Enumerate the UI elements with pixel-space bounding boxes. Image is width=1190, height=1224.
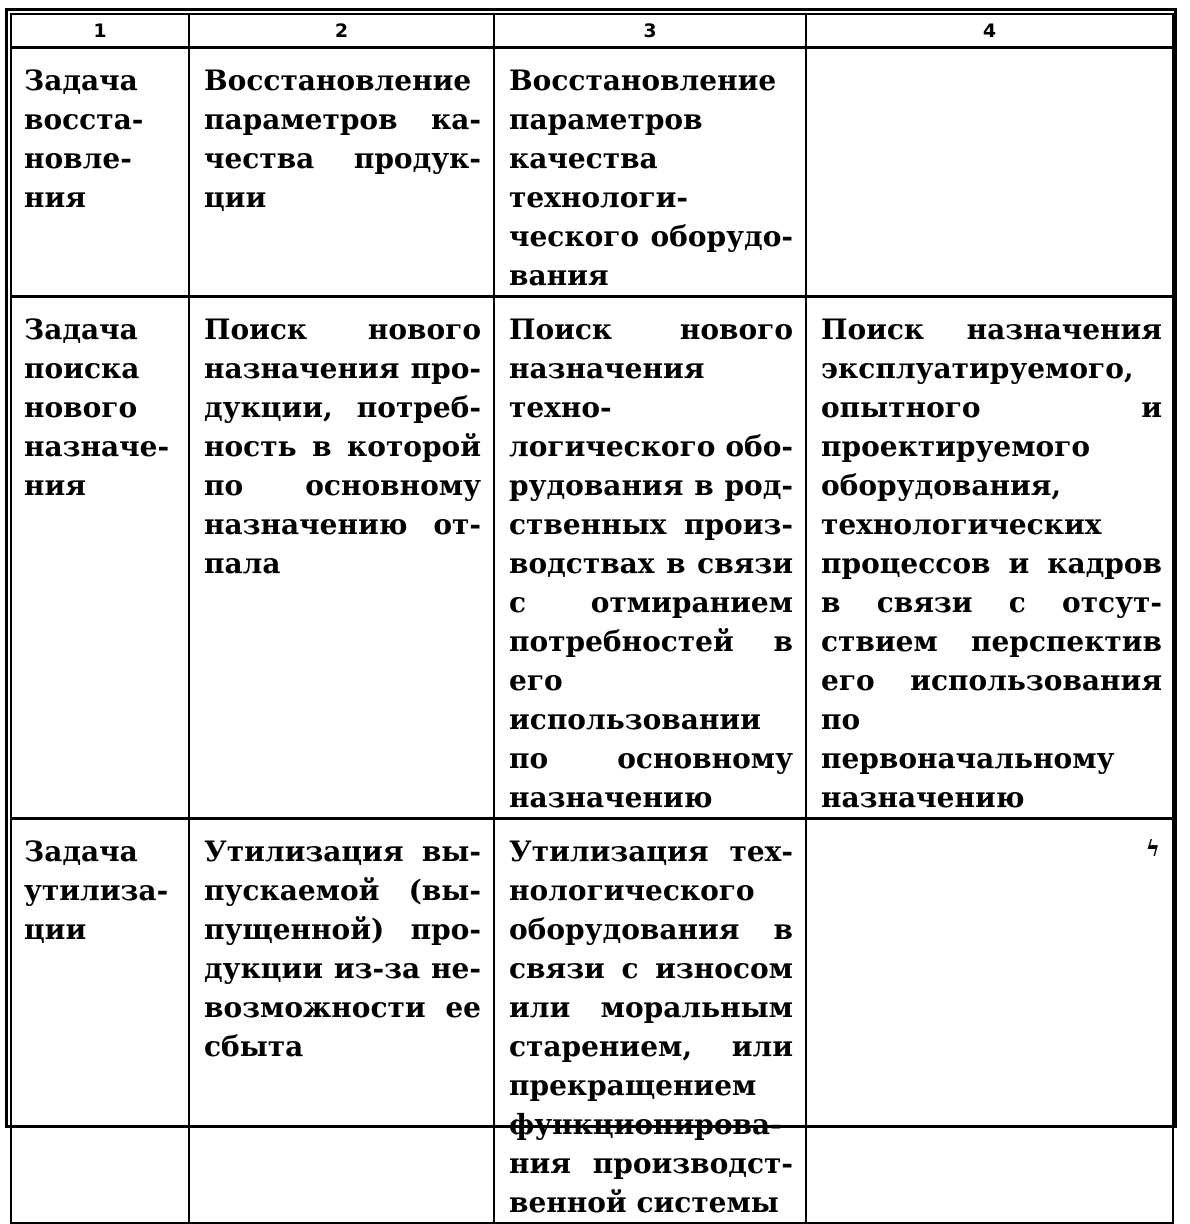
column-header-2: 2 [189,14,494,48]
task-label: Задача поиска нового назначения [24,313,170,502]
cell-text: Поиск нового назначения технологического оборудования в родственных производствах в связи с отмиранием потребностей в его использовании по основному назначению [509,313,793,814]
table-cell [806,819,1173,1224]
task-cell [11,819,189,1224]
task-cell [11,48,189,297]
task-table [10,13,1174,1224]
cell-text: Утилизация технологического оборудования в связи с износом или моральным старением, или прекращением функционирования производственной системы [509,835,793,1219]
table-cell [494,297,806,819]
column-header-4: 4 [806,14,1173,48]
table-row [11,48,1173,297]
table-cell [494,48,806,297]
column-header-1: 1 [11,14,189,48]
table-cell [494,819,806,1224]
task-label: Задача восстановления [24,64,144,214]
header-row [11,14,1173,48]
cell-text: Утилизация выпускаемой (выпущенной) продукции из-за невозможности ее сбыта [204,835,481,1063]
cell-text: Поиск назначения эксплуатируемого, опытного и проектируемого оборудования, технологических процессов и кадров в связи с отсутствием перспектив его использования по первоначальному назначению [821,313,1162,814]
scan-mark-icon: ϟ [1145,836,1160,862]
table-cell [806,297,1173,819]
table-cell [189,48,494,297]
column-header-3: 3 [494,14,806,48]
cell-text: Восстановление параметров качества технологического оборудования [509,64,793,292]
table-cell [189,297,494,819]
task-label: Задача утилизации [24,835,169,946]
table-cell [806,48,1173,297]
cell-text: Поиск нового назначения продукции, потребность в которой по основному назначению отпала [204,313,481,580]
table-cell [189,819,494,1224]
table-row [11,819,1173,1224]
cell-text: Восстановление параметров качества продукции [204,64,481,214]
table-row [11,297,1173,819]
task-cell [11,297,189,819]
